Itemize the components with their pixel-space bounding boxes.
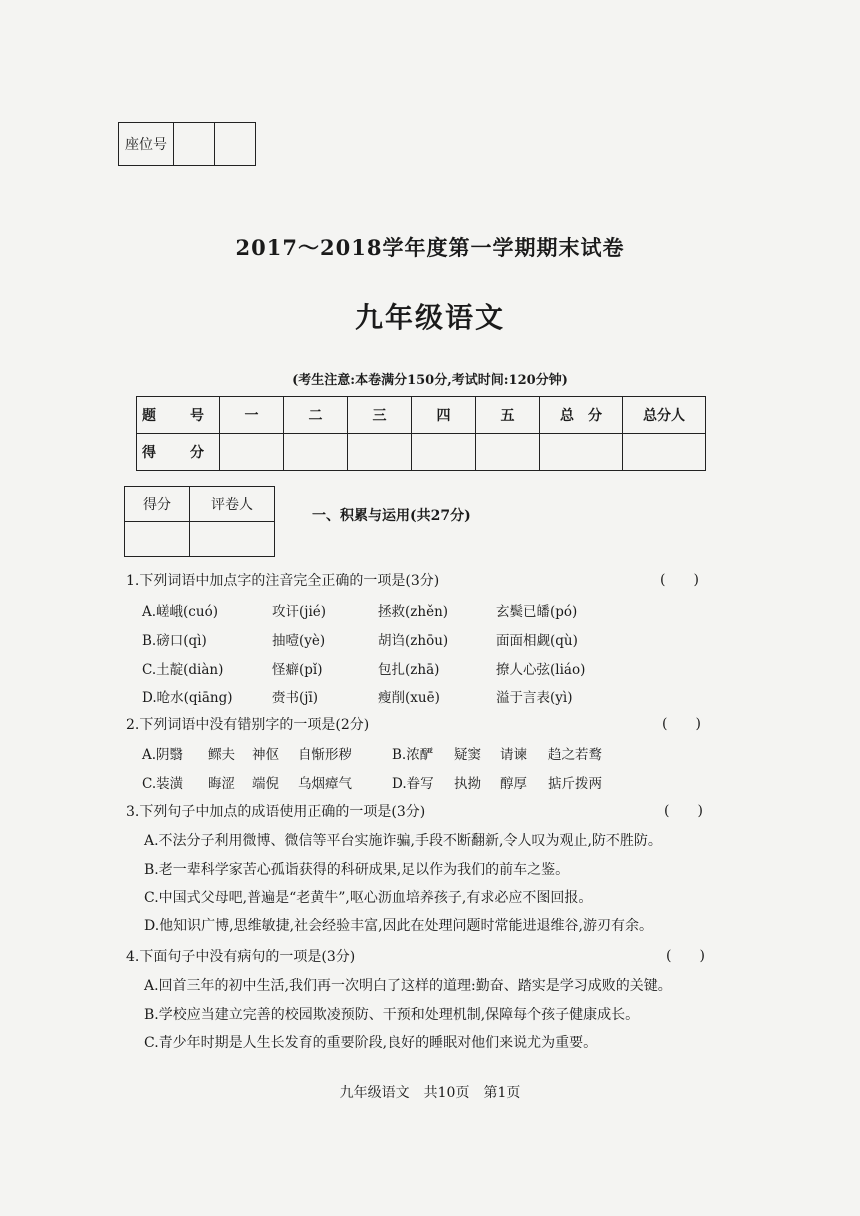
option-item: 赍书(jī): [272, 690, 319, 706]
seat-digit-box: [174, 123, 215, 166]
option-item: 攻讦(jié): [272, 604, 327, 620]
option-item: 抽噎(yè): [272, 633, 326, 649]
option-item: 胡诌(zhōu): [378, 633, 449, 649]
score-header-cell: 题 号: [137, 397, 220, 434]
score-cell: [412, 434, 476, 471]
answer-paren: ( ): [660, 572, 699, 588]
score-cell: [220, 434, 284, 471]
option-item: 怪癖(pǐ): [272, 662, 323, 678]
section-title: 一、积累与运用(共27分): [312, 508, 471, 524]
option-item: B.磅口(qì): [142, 633, 207, 649]
option-item: D.呛水(qiāng): [142, 690, 233, 706]
grader-score-cell: [125, 522, 190, 557]
option-item: 玄鬓已皤(pó): [496, 604, 578, 620]
option-item: 执拗: [454, 776, 481, 792]
question-stem: 2.下列词语中没有错别字的一项是(2分): [126, 717, 370, 733]
score-cell: [623, 434, 706, 471]
option-item: C.土靛(diàn): [142, 662, 224, 678]
question-stem: 1.下列词语中加点字的注音完全正确的一项是(3分): [126, 573, 440, 589]
option-item: A.嵯峨(cuó): [142, 604, 218, 620]
score-header-cell: 一: [220, 397, 284, 434]
option-item: 趋之若鹜: [548, 747, 602, 763]
seat-digit-box: [215, 123, 256, 166]
grader-name-label: 评卷人: [190, 487, 275, 522]
option-line: B.老一辈科学家苦心孤诣获得的科研成果,足以作为我们的前车之鉴。: [144, 862, 570, 878]
grader-score-label: 得分: [125, 487, 190, 522]
option-line: A.不法分子利用微博、微信等平台实施诈骗,手段不断翻新,令人叹为观止,防不胜防。: [144, 833, 662, 849]
answer-paren: ( ): [662, 716, 701, 732]
option-item: 请谏: [500, 747, 527, 763]
score-cell: [284, 434, 348, 471]
option-item: 拯救(zhěn): [378, 604, 449, 620]
option-item: 神伛: [252, 747, 279, 763]
answer-paren: ( ): [664, 803, 703, 819]
seat-number-box: [118, 122, 256, 166]
score-row-label: 得 分: [137, 434, 220, 471]
option-item: 包扎(zhā): [378, 662, 440, 678]
grader-name-cell: [190, 522, 275, 557]
option-item: 乌烟瘴气: [298, 776, 352, 792]
option-item: 鳏夫: [208, 747, 235, 763]
option-item: D.眷写: [392, 776, 434, 792]
score-header-cell: 四: [412, 397, 476, 434]
score-header-cell: 总 分: [540, 397, 623, 434]
option-item: C.装潢: [142, 776, 184, 792]
question-stem: 4.下面句子中没有病句的一项是(3分): [126, 949, 356, 965]
score-cell: [476, 434, 540, 471]
option-item: 疑窦: [454, 747, 481, 763]
option-item: A.阴翳: [142, 747, 184, 763]
score-header-cell: 五: [476, 397, 540, 434]
score-table: [136, 396, 706, 471]
option-item: 掂斤拨两: [548, 776, 602, 792]
option-item: 瘦削(xuē): [378, 690, 440, 706]
option-item: 醇厚: [500, 776, 527, 792]
answer-paren: ( ): [666, 948, 705, 964]
exam-notice: (考生注意:本卷满分150分,考试时间:120分钟): [292, 373, 568, 388]
option-line: B.学校应当建立完善的校园欺凌预防、干预和处理机制,保障每个孩子健康成长。: [144, 1007, 640, 1023]
question-stem: 3.下列句子中加点的成语使用正确的一项是(3分): [126, 804, 426, 820]
score-header-cell: 三: [348, 397, 412, 434]
exam-title: 2017～2018学年度第一学期期末试卷: [235, 235, 625, 260]
option-line: C.青少年时期是人生长发育的重要阶段,良好的睡眠对他们来说尤为重要。: [144, 1035, 598, 1051]
score-header-cell: 总分人: [623, 397, 706, 434]
option-line: A.回首三年的初中生活,我们再一次明白了这样的道理:勤奋、踏实是学习成败的关键。: [144, 978, 672, 994]
page-footer: 九年级语文 共10页 第1页: [339, 1085, 521, 1101]
seat-label: 座位号: [119, 123, 174, 166]
score-header-row: [137, 397, 706, 434]
option-item: 撩人心弦(liáo): [496, 662, 586, 678]
score-cell: [540, 434, 623, 471]
score-value-row: [137, 434, 706, 471]
option-item: 端倪: [252, 776, 279, 792]
option-line: C.中国式父母吧,普遍是“老黄牛”,呕心沥血培养孩子,有求必应不图回报。: [144, 890, 593, 906]
score-header-cell: 二: [284, 397, 348, 434]
option-item: 面面相觑(qù): [496, 633, 578, 649]
option-item: 晦涩: [208, 776, 235, 792]
option-line: D.他知识广博,思维敏捷,社会经验丰富,因此在处理问题时常能进退维谷,游刃有余。: [144, 918, 653, 934]
option-item: B.浓酽: [392, 747, 434, 763]
subject-title: 九年级语文: [354, 301, 505, 334]
grader-box: [124, 486, 275, 557]
option-item: 自惭形秽: [298, 747, 352, 763]
option-item: 溢于言表(yì): [496, 690, 573, 706]
score-cell: [348, 434, 412, 471]
